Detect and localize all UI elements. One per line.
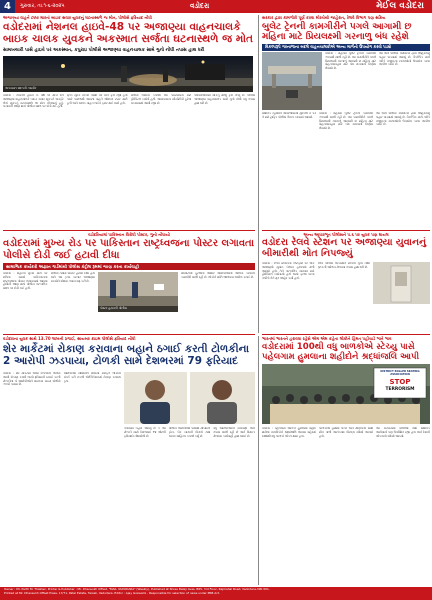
railway-photo <box>373 262 430 304</box>
railway-kicker: અન્ય આધારભૂત પોલીસને ૫.૬ પર યુવક પણ ઘાયલ <box>303 232 389 237</box>
tribute-banner-word: TERRORISM <box>385 387 415 392</box>
poster-photo-caption: પોસ્ટર હટાવતી પોલીસ <box>98 306 178 312</box>
railway-body-col: વડોદરા : રેલવે સ્ટેશનના પ્લેટફોર્મ પર એક અજાણ્યો યુવાન બેભાન હાલતમાં મળી આવ્યો હતો. તેને તાત્કાલિક સારવાર માટે હોસ્પિટલ ખસેડાયો હતો જ્યાં ફરજ પરના તબીબે તેને મૃત જાહેર કર્યો હતો. <box>262 262 315 281</box>
lead-body-col: પોલીસે લાશનો કબજો લઈ પોસ્ટમોર્ટમ માટે હોસ્પિટલ ખસેડી હતી. આસપાસના સીસીટીવી ફૂટેજ ચકાસવામાં આવી રહ્યા છે. <box>130 94 192 105</box>
poster-headline: વડોદરામાં મુખ્ય રોડ પર પાકિસ્તાન રાષ્ટ્રધ્વજના પોસ્ટર લગાવતા પોલીસે દોડી જઈ હટાવી દીધા <box>3 238 255 261</box>
brand-name: મેઈલ વડોદરા <box>376 1 424 11</box>
shares-body-col: તપાસમાં બહાર આવ્યું છે કે આ ટોળકી સામે દેશભરમાં 79 જેટલી ફરિયાદો નોંધાયેલી છે. <box>124 427 166 438</box>
imprint-footer <box>0 587 432 600</box>
railway-body-col: રેલવે પોલીસે અકસ્માતે મોતનો ગુનો નોંધી મૃતકની ઓળખ મેળવવા તપાસ હાથ ધરી છે. <box>317 262 370 269</box>
bullet-kicker: સરકાર દ્વારા કામગીરી પૂર્ણ કરવા મોરચેથી જાહેરાત, રેલવે વિભાગ પણ સક્રિય <box>262 15 386 20</box>
lead-body-col: મૃતક યુવક નોકરી પરથી ઘરે પરત ફરી રહ્યો હતો ત્યારે પાછળથી આવતા વાહને જોરદાર ટક્કર મારી હતી અને ચાલક વાહન લઈને ફરાર થઈ ગયો હતો. <box>66 94 128 105</box>
railway-body <box>262 262 370 332</box>
bullet-headline: બુલેટ ટ્રેનની કામગીરીને પગલે આગામી છ મહિના માટે પ્રિયલક્ષ્મી ગરનાળુ બંધ રહેશે <box>262 22 412 43</box>
shares-body-right <box>124 427 255 585</box>
section-city: વડોદરા <box>190 2 210 10</box>
tribute-banner-top: DISTRICT ROLLER SKATING ASSOCIATION <box>380 370 420 377</box>
tribute-body-col: બાળકોએ હાથમાં બેનર અને મીણબત્તી સાથે મૌન પાળી આતંકવાદ વિરુદ્ધ સંદેશો આપ્યો હતો. <box>319 427 373 438</box>
bullet-band: વિકલ્પરૂપે ગરનાળાના બદલે વાહનચાલકોએ અન્ય માર્ગનો ઉપયોગ કરવો પડશે <box>262 44 430 51</box>
poster-body-left <box>3 272 95 332</box>
shares-body-col: પોલીસે આરોપીઓ પાસેથી મોબાઇલ ફોન, બેંક ખાતાની વિગતો તથા અન્ય સાહિત્ય કબજે કર્યું છે. <box>168 427 211 438</box>
bullet-body-col: વડોદરા : શહેરમાં બુલેટ ટ્રેનની કામગીરી ઝડપથી ચાલી રહી છે. આ કામગીરીને પગલે પ્રિયલક્ષ્મી ગરનાળું આગામી છ મહિના માટે વાહનવ્યવહાર માટે બંધ રાખવાનો નિર્ણય લેવાયો છે. <box>319 112 373 131</box>
accused-photo <box>124 372 187 424</box>
lead-photo <box>3 56 253 92</box>
page-number: 4 <box>0 0 15 13</box>
tribute-banner-stop: STOP <box>389 378 411 386</box>
section-rule <box>3 334 255 335</box>
section-rule <box>3 230 255 231</box>
accused-photo <box>190 372 255 424</box>
shares-body-col: વધુ આરોપીઓની સંડોવણી અંગે તપાસ ચાલી રહી છે અને રિમાન્ડ મેળવવા કાર્યવાહી હાથ ધરાઈ છે. <box>213 427 256 438</box>
issue-date: ગુરુવાર, તા.૧-૬-૨૦૨૫ <box>20 3 65 9</box>
poster-kicker: વડોદરિયામાં પાકિસ્તાન વિરોધી પોસ્ટર, ગુનો નોંધાયો <box>88 232 170 237</box>
shares-body-col: વડોદરા : શેર માર્કેટમાં ઊંચા વળતરની લાલચ આપી રોકાણ કરાવી લાખો રૂપિયાની ઠગાઈ કરતી ટોળકીના બે આરોપીઓને સાયબર ક્રાઇમ પોલીસે ઝડપી પાડ્યા છે. <box>3 372 61 387</box>
lead-body <box>3 94 255 228</box>
lead-photo-caption: અકસ્માત સ્થળની તસવીર <box>3 86 253 92</box>
tribute-body-col: આ કાર્યક્રમમાં વાલીઓ તથા સ્થાનિક આગેવાનો પણ ઉપસ્થિત રહ્યા હતા અને દેશની એકતાનો સંદેશો આપ્યો. <box>376 427 430 438</box>
lead-subhead: સામખયારી પાસે હાઇવે પર અકસ્માત, કપુરાઇ પોલીસે અજાણ્યા વાહનચાલક સામે ગુનો નોંધી તપાસ હાથ ધરી <box>3 48 205 53</box>
imprint-line: Owner : Mr. Parth M. Thakker, Printer & Publisher : Mr. Dhansukh Offset, "MAIL VADODARA" (Weekly), Published at Shree Balaji Avas, B65, 3rd Floor, Rajmahal Road, Vadodara-390 001. <box>4 587 270 591</box>
lead-body-col: વડોદરા : નેશનલ હાઇવે નં. 48 પર મોડી રાત્રે અજાણ્યા વાહનચાલકે બાઇક સવાર યુવકને અડફેટે લેતાં યુવકનું ઘટનાસ્થળે જ મોત નીપજ્યું હતું. બનાવની જાણ થતાં પોલીસ સ્થળ પર દોડી ગઈ હતી. <box>3 94 64 109</box>
masthead <box>0 0 432 13</box>
shares-body-col: આરોપીઓ સોશિયલ મીડિયા મારફતે લોકોનો સંપર્ક કરી નકલી એપ્લિકેશનમાં રોકાણ કરાવતા હતા. <box>63 372 121 383</box>
shares-headline: શેર માર્કેટમાં રોકાણ કરાવાના બહાને ઠગાઈ કરતી ટોળકીના 2 આરોપી ઝડપાયા, ટોળકી સામે દેશભરમાં 79 ફરિયાદ <box>3 343 250 368</box>
lead-kicker: અજાણ્યા વાહને ટક્કર મારતાં બાઇક સવાર યુવકનું ઘટનાસ્થળે જ મોત, પોલીસે ફરિયાદ નોંધી <box>3 15 152 20</box>
poster-band: સામાજિક કાર્યકરો અજ્ઞાત ગાર્ડમાંથી પોલીસ કંટ્રોલ રૂમમાં જાણ કરતા કાર્યવાહી <box>3 263 255 270</box>
lead-body-col: પરિવારજનોમાં શોકનું મોજું ફરી વળ્યું છે. પોલીસે અજાણ્યા વાહનચાલક સામે ગુનો નોંધી વધુ તપાસ હાથ ધરી છે. <box>194 94 255 105</box>
bullet-body-col: આ અંગે પોલીસ કમિશનર દ્વારા જાહેરનામું બહાર પાડવામાં આવ્યું છે. વૈકલ્પિક માર્ગ તરીકે નજીકના રસ્તાઓનો ઉપયોગ કરવા અપીલ કરાઈ છે. <box>379 52 430 67</box>
tribute-body-col: વડોદરા : પહેલગામ આતંકી હુમલામાં શહીદ થયેલા નાગરિકોને શ્રદ્ધાંજલિ આપવા શહેરમાં 100થી વધુ બાળકો એકત્ર થયા હતા. <box>262 427 316 438</box>
bullet-photo <box>262 52 322 110</box>
column-divider <box>258 15 259 333</box>
bullet-body-col: વડોદરા : શહેરમાં બુલેટ ટ્રેનની કામગીરી ઝડપથી ચાલી રહી છે. આ કામગીરીને પગલે પ્રિયલક્ષ્મી ગરનાળું આગામી છ મહિના માટે વાહનવ્યવહાર માટે બંધ રાખવાનો નિર્ણય લેવાયો છે. <box>325 52 376 71</box>
railway-headline: વડોદરા રેલવે સ્ટેશન પર અજાણ્યા યુવાનનું બીમારીથી મોત નિપજ્યું <box>262 237 427 259</box>
bullet-body-top <box>325 52 430 110</box>
section-rule <box>262 334 430 335</box>
tribute-headline: વડોદરામાં 100થી વધુ બાળકોએ સ્ટેચ્યુ પાસે પહેલગામ હુમલાના શહીદોને શ્રદ્ધાંજલિ આપી <box>262 342 420 362</box>
lead-headline: વડોદરામાં નેશનલ હાઇવે-48 પર અજાણ્યા વાહનચાલકે બાઇક ચાલક યુવકને અકસ્માત સર્જતા ઘટનાસ્થળે જ મોત <box>3 21 254 46</box>
bullet-body-col: સ્થાનિક રહીશોને અવરજવરમાં મુશ્કેલી ન પડે તે માટે ટ્રાફિક પોલીસ તૈનાત કરવામાં આવશે. <box>262 112 316 119</box>
poster-photo <box>98 272 178 312</box>
imprint-line: Printed at Mr. Dhansukh Offset Press, 17/71, Patel Estate, Tarsali, Vadodara. Editor : Ajay Goswami - Responsible for selection of news under PRB Act. <box>4 590 220 595</box>
section-rule <box>262 230 430 231</box>
tribute-kicker: ભારતમાં ભારતને હરાવવા રહેશે એમ એમ કહેતા લોકોને હિંમત પહોંચાડે ભાતે ભાવ <box>262 336 392 341</box>
bullet-body-col: આ અંગે પોલીસ કમિશનર દ્વારા જાહેરનામું બહાર પાડવામાં આવ્યું છે. વૈકલ્પિક માર્ગ તરીકે નજીકના રસ્તાઓનો ઉપયોગ કરવા અપીલ કરાઈ છે. <box>376 112 430 127</box>
bullet-body-bottom <box>262 112 430 228</box>
poster-body-right <box>181 272 255 332</box>
tribute-photo <box>262 364 430 424</box>
shares-body-left <box>3 372 121 585</box>
poster-body-col: સીસીટીવી ફૂટેજના આધારે આરોપીઓની ઓળખ કરવાની કામગીરી ચાલી રહી છે. લોકોને શાંતિ જાળવવા અપીલ કરાઈ છે. <box>181 272 255 279</box>
tribute-body <box>262 427 430 585</box>
poster-body-col: પોલીસે તમામ પોસ્ટર હટાવી દીધા હતા અને આ કૃત્ય કરનાર અજાણ્યા શખ્સોને શોધવા તપાસ શરૂ કરી છે. <box>50 272 95 283</box>
poster-body-col: વડોદરા : શહેરના મુખ્ય માર્ગ પર રાત્રિના સમયે પાકિસ્તાનના રાષ્ટ્રધ્વજના પોસ્ટર લગાવવામાં આવ્યા હોવાની જાણ થતાં પોલીસ તાત્કાલિક સ્થળ પર દોડી ગઈ હતી. <box>3 272 48 291</box>
column-divider <box>258 336 259 585</box>
shares-kicker: વડોદરાના યુવક સાથે 13.70 લાખની ઠગાઈ, સાયબર ક્રાઇમ પોલીસે ફરિયાદ નોંધી <box>3 336 136 341</box>
